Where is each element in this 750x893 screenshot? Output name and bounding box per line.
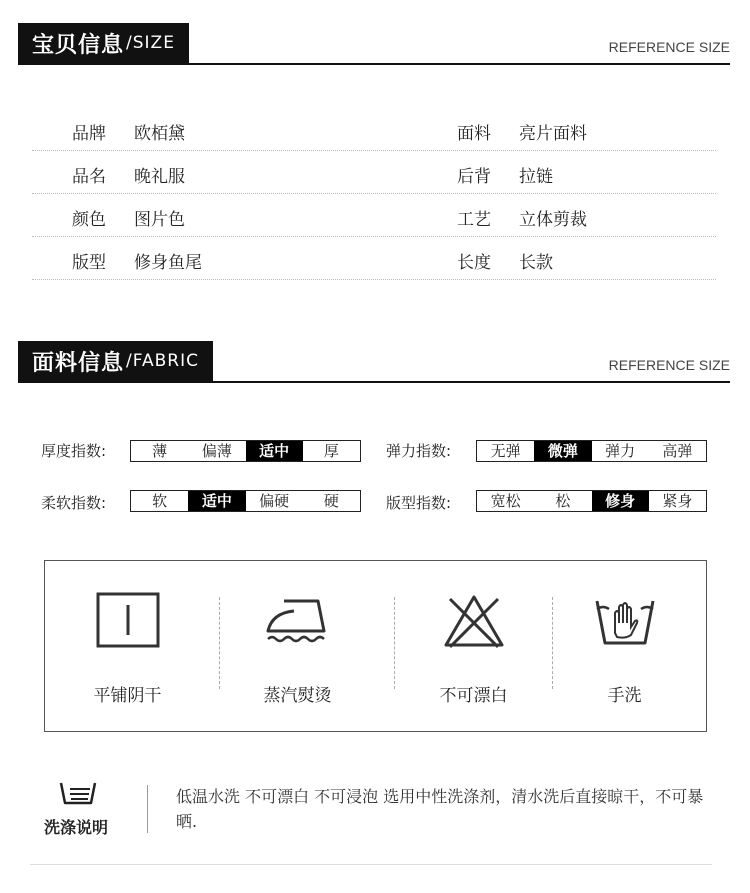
wash-instructions-text: 低温水洗 不可漂白 不可浸泡 选用中性洗涤剂，清水洗后直接晾干，不可暴晒. (176, 787, 704, 831)
scale-option: 厚 (323, 442, 339, 460)
scale-option: 无弹 (490, 442, 521, 460)
care-item (391, 561, 556, 731)
row-key: 长度 (457, 253, 491, 273)
size-table (32, 108, 716, 280)
care-item (542, 561, 707, 731)
care-label: 手洗 (607, 686, 642, 706)
row-value: 修身鱼尾 (134, 253, 202, 273)
no-bleach-icon (438, 591, 510, 651)
scale-option: 微弹 (534, 441, 591, 461)
scale-option: 弹力 (605, 442, 636, 460)
fabric-title-cn: 面料信息 (32, 350, 125, 376)
size-reference-label: REFERENCE SIZE (608, 39, 730, 55)
scale-option: 松 (555, 492, 571, 510)
care-item (45, 561, 210, 731)
scale-option: 修身 (592, 491, 649, 511)
fabric-section-title (18, 341, 213, 381)
elasticity-label: 弹力指数: (386, 442, 452, 460)
softness-label: 柔软指数: (41, 494, 107, 512)
divider (147, 785, 148, 833)
flat-dry-icon (92, 591, 164, 651)
wash-basin-icon (58, 780, 98, 806)
row-key: 品名 (72, 167, 106, 187)
scale-option: 软 (152, 492, 168, 510)
fabric-section-header (18, 341, 730, 383)
thickness-label: 厚度指数: (41, 442, 107, 460)
care-label: 不可漂白 (439, 686, 508, 706)
scale-option: 适中 (246, 441, 303, 461)
row-key: 版型 (72, 253, 106, 273)
table-row (32, 108, 716, 151)
scale-option: 薄 (152, 442, 168, 460)
scale-option: 硬 (323, 492, 339, 510)
scale-option: 偏硬 (259, 492, 290, 510)
row-value: 立体剪裁 (519, 210, 587, 230)
fabric-reference-label: REFERENCE SIZE (608, 357, 730, 373)
row-value: 图片色 (134, 210, 185, 230)
scale-option: 紧身 (662, 492, 693, 510)
size-section-title (18, 23, 189, 63)
row-value: 亮片面料 (519, 124, 587, 144)
divider (30, 864, 712, 865)
scale-option: 高弹 (662, 442, 693, 460)
row-key: 颜色 (72, 210, 106, 230)
care-item (215, 561, 380, 731)
row-value: 晚礼服 (134, 167, 185, 187)
row-value: 长款 (519, 253, 553, 273)
fit-label: 版型指数: (386, 494, 452, 512)
steam-iron-icon (262, 591, 334, 651)
elasticity-scale (476, 440, 707, 462)
care-label: 平铺阴干 (93, 686, 162, 706)
wash-title: 洗涤说明 (44, 818, 109, 837)
row-key: 面料 (457, 124, 491, 144)
softness-scale (130, 490, 361, 512)
fit-scale (476, 490, 707, 512)
scale-option: 宽松 (490, 492, 521, 510)
table-row (32, 194, 716, 237)
care-label: 蒸汽熨烫 (263, 686, 332, 706)
care-instructions-box (44, 560, 707, 732)
scale-option: 偏薄 (201, 442, 232, 460)
size-section-header (18, 23, 730, 65)
hand-wash-icon (589, 591, 661, 651)
row-key: 后背 (457, 167, 491, 187)
thickness-scale (130, 440, 361, 462)
table-row (32, 151, 716, 194)
row-value: 拉链 (519, 167, 553, 187)
scale-option: 适中 (188, 491, 245, 511)
row-value: 欧栢黛 (134, 124, 185, 144)
row-key: 品牌 (72, 124, 106, 144)
fabric-title-en: /FABRIC (126, 351, 199, 371)
size-title-en: /SIZE (126, 33, 175, 53)
table-row (32, 237, 716, 280)
size-title-cn: 宝贝信息 (32, 32, 125, 58)
row-key: 工艺 (457, 210, 491, 230)
